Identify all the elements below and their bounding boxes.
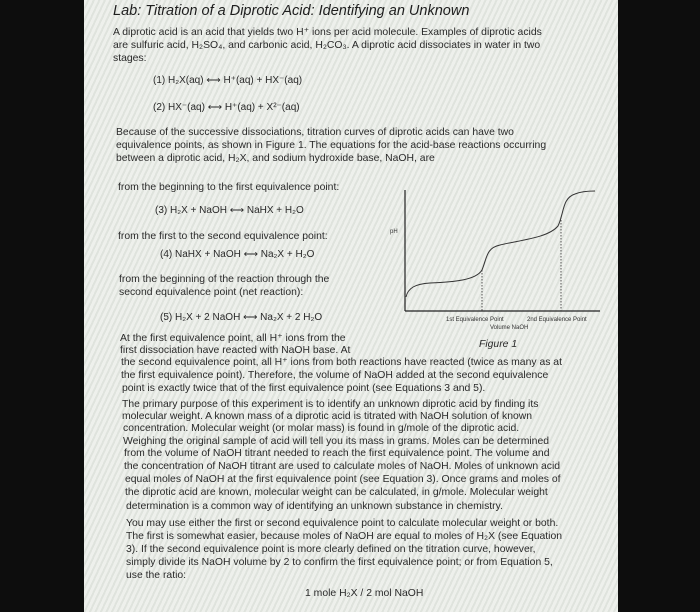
x-tick-second-equivalence: 2nd Equivalence Point — [527, 317, 587, 323]
para4-line: determination is a common way of identifying an unknown substance in chemistry. — [126, 501, 503, 512]
titration-curve — [406, 191, 595, 297]
para4-line: concentration. Molecular weight (or molar mass) is found in g/mole of the diprotic acid. — [123, 423, 520, 434]
para3-line: the first equivalence point). Therefore, the volume of NaOH added at the second equivalence — [121, 370, 549, 381]
x-tick-first-equivalence: 1st Equivalence Point — [446, 317, 504, 323]
para2-line: Because of the successive dissociations, titration curves of diprotic acids can have two — [116, 127, 514, 138]
para5-line: You may use either the first or second equivalence point to calculate molecular weight or both. — [126, 518, 559, 529]
para5-line: use the ratio: — [126, 570, 187, 581]
equation-5: (5) H₂X + 2 NaOH ⟷ Na₂X + 2 H₂O — [160, 312, 323, 323]
mole-ratio: 1 mole H₂X / 2 mol NaOH — [305, 588, 424, 599]
para4-line: equal moles of NaOH at the first equivalence point (see Equation 3). Once grams and moles of — [125, 474, 561, 485]
intro-line: A diprotic acid is an acid that yields two H⁺ ions per acid molecule. Examples of diprotic acids — [113, 27, 542, 38]
para3-line: point is exactly twice that of the first equivalence point (see Equations 3 and 5). — [122, 383, 486, 394]
para3-line: the second equivalence point, all H⁺ ions from both reactions have reacted (twice as many as at — [121, 357, 562, 368]
para4-line: The primary purpose of this experiment is to identify an unknown diprotic acid by finding its — [122, 399, 539, 410]
equation-1: (1) H₂X(aq) ⟷ H⁺(aq) + HX⁻(aq) — [153, 75, 303, 86]
para3-line: At the first equivalence point, all H⁺ ions from the — [120, 333, 346, 344]
page-title: Lab: Titration of a Diprotic Acid: Identifying an Unknown — [113, 3, 470, 19]
step4-label: from the first to the second equivalence point: — [118, 231, 328, 242]
step5-label: from the beginning of the reaction through the — [119, 274, 330, 285]
para4-line: Weighing the original sample of acid will tell you its mass in grams. Moles can be determined — [123, 436, 550, 447]
equation-3: (3) H₂X + NaOH ⟷ NaHX + H₂O — [155, 205, 304, 216]
para4-line: the concentration of NaOH titrant are used to calculate moles of NaOH. Moles of unknown acid — [124, 461, 561, 472]
x-axis-label: Volume NaOH — [490, 325, 529, 331]
para4-line: from the volume of NaOH titrant needed to reach the first equivalence point. The volume and — [124, 448, 550, 459]
para4-line: molecular weight. A known mass of a diprotic acid is titrated with NaOH solution of known — [122, 411, 533, 422]
para5-line: simply divide its NaOH volume by 2 to confirm the first equivalence point; or from Equation 5, — [126, 557, 553, 568]
equation-4: (4) NaHX + NaOH ⟷ Na₂X + H₂O — [160, 249, 315, 260]
para2-line: equivalence points, as shown in Figure 1. The equations for the acid-base reactions occurring — [116, 140, 547, 151]
para3-line: first dissociation have reacted with NaOH base. At — [120, 345, 351, 356]
step3-label: from the beginning to the first equivalence point: — [118, 182, 340, 193]
step5-label: second equivalence point (net reaction): — [119, 287, 304, 298]
para2-line: between a diprotic acid, H₂X, and sodium hydroxide base, NaOH, are — [116, 153, 435, 164]
figure-caption: Figure 1 — [479, 339, 518, 350]
para4-line: the diprotic acid are known, molecular weight can be calculated, in g/mole. Molecular weight — [125, 487, 548, 498]
y-axis-label: pH — [390, 229, 398, 235]
para5-line: 3). If the second equivalence point is more clearly defined on the titration curve, however, — [126, 544, 536, 555]
intro-line: are sulfuric acid, H₂SO₄, and carbonic acid, H₂CO₃. A diprotic acid dissociates in water in two — [113, 40, 541, 51]
equation-2: (2) HX⁻(aq) ⟷ H⁺(aq) + X²⁻(aq) — [153, 102, 300, 113]
intro-line: stages: — [113, 53, 147, 64]
para5-line: The first is somewhat easier, because moles of NaOH are equal to moles of H₂X (see Equation — [126, 531, 563, 542]
